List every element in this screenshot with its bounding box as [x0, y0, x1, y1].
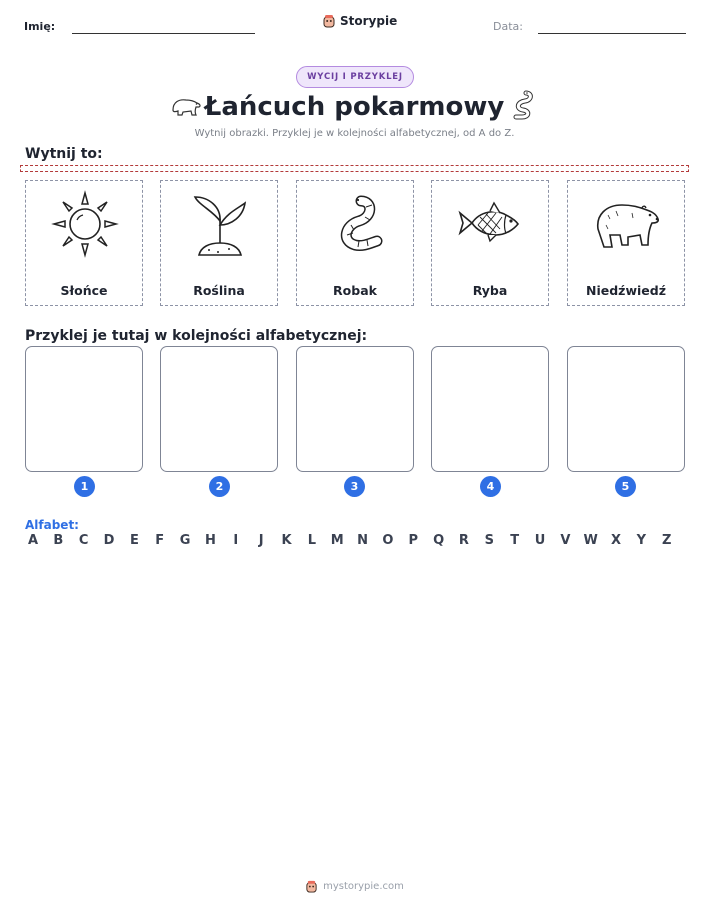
paste-slot-1[interactable] — [25, 346, 143, 472]
worm-icon — [321, 189, 391, 259]
slot-number: 4 — [480, 476, 501, 497]
alphabet-letter: L — [307, 533, 316, 548]
paste-section-label: Przyklej je tutaj w kolejności alfabetycznej: — [25, 328, 368, 344]
name-label: Imię: — [24, 20, 56, 33]
cut-line[interactable] — [20, 165, 689, 172]
card-label: Roślina — [193, 283, 245, 298]
paste-slot-5[interactable] — [567, 346, 685, 472]
brand-logo — [322, 14, 397, 28]
alphabet-letter: P — [408, 533, 419, 548]
name-line[interactable] — [72, 33, 255, 34]
cut-card-bear[interactable] — [567, 180, 685, 306]
sun-icon — [50, 189, 120, 259]
alphabet-letter: D — [103, 533, 115, 548]
page-subtitle: Wytnij obrazki. Przyklej je w kolejności alfabetycznej, od A do Z. — [194, 128, 515, 139]
alphabet-letter: V — [560, 533, 571, 548]
alphabet-letter: H — [204, 533, 216, 548]
cut-card-fish[interactable] — [431, 180, 549, 306]
bear-icon — [592, 189, 662, 259]
alphabet-letter: S — [484, 533, 494, 548]
cut-card-plant[interactable] — [160, 180, 278, 306]
alphabet-letter: A — [27, 533, 39, 548]
paste-slot-3[interactable] — [296, 346, 414, 472]
cut-card-sun[interactable] — [25, 180, 143, 306]
alphabet-letter: U — [534, 533, 546, 548]
storypie-mascot-icon — [322, 14, 336, 28]
alphabet-letter: Z — [662, 533, 672, 548]
slot-number: 1 — [74, 476, 95, 497]
storypie-mascot-icon — [305, 880, 318, 893]
footer-url[interactable]: mystorypie.com — [323, 881, 404, 892]
alphabet-letter: B — [53, 533, 64, 548]
alphabet-letter: F — [155, 533, 165, 548]
page-title: Łańcuch pokarmowy — [204, 92, 505, 122]
activity-badge: WYCIJ I PRZYKLEJ — [296, 66, 414, 88]
slot-number: 5 — [615, 476, 636, 497]
card-label: Słońce — [60, 283, 108, 298]
alphabet-letter: O — [382, 533, 394, 548]
fish-icon — [456, 189, 526, 259]
alphabet-letter: J — [258, 533, 264, 548]
alphabet-letter: Q — [433, 533, 445, 548]
alphabet-letter: T — [510, 533, 520, 548]
cut-card-worm[interactable] — [296, 180, 414, 306]
paste-slot-2[interactable] — [160, 346, 278, 472]
card-label: Robak — [333, 283, 377, 298]
date-label: Data: — [493, 20, 523, 33]
sprout-icon — [185, 189, 255, 259]
slot-number: 2 — [209, 476, 230, 497]
slot-number: 3 — [344, 476, 365, 497]
card-label: Ryba — [472, 283, 508, 298]
alphabet-letter: W — [583, 533, 598, 548]
date-line[interactable] — [538, 33, 686, 34]
alphabet-letter: C — [78, 533, 89, 548]
alphabet-row — [25, 533, 685, 551]
alphabet-letter: M — [330, 533, 344, 548]
alphabet-letter: E — [129, 533, 139, 548]
footer — [0, 880, 709, 893]
alphabet-letter: I — [233, 533, 239, 548]
alphabet-label: Alfabet: — [25, 518, 79, 532]
alphabet-letter: K — [281, 533, 292, 548]
card-label: Niedźwiedź — [586, 283, 666, 298]
worm-doodle-icon — [510, 89, 536, 121]
cut-section-label: Wytnij to: — [25, 146, 103, 162]
alphabet-letter: X — [611, 533, 622, 548]
alphabet-letter: G — [179, 533, 191, 548]
paste-slot-4[interactable] — [431, 346, 549, 472]
alphabet-letter: R — [458, 533, 469, 548]
alphabet-letter: N — [357, 533, 368, 548]
alphabet-letter: Y — [636, 533, 647, 548]
brand-name: Storypie — [340, 14, 398, 28]
